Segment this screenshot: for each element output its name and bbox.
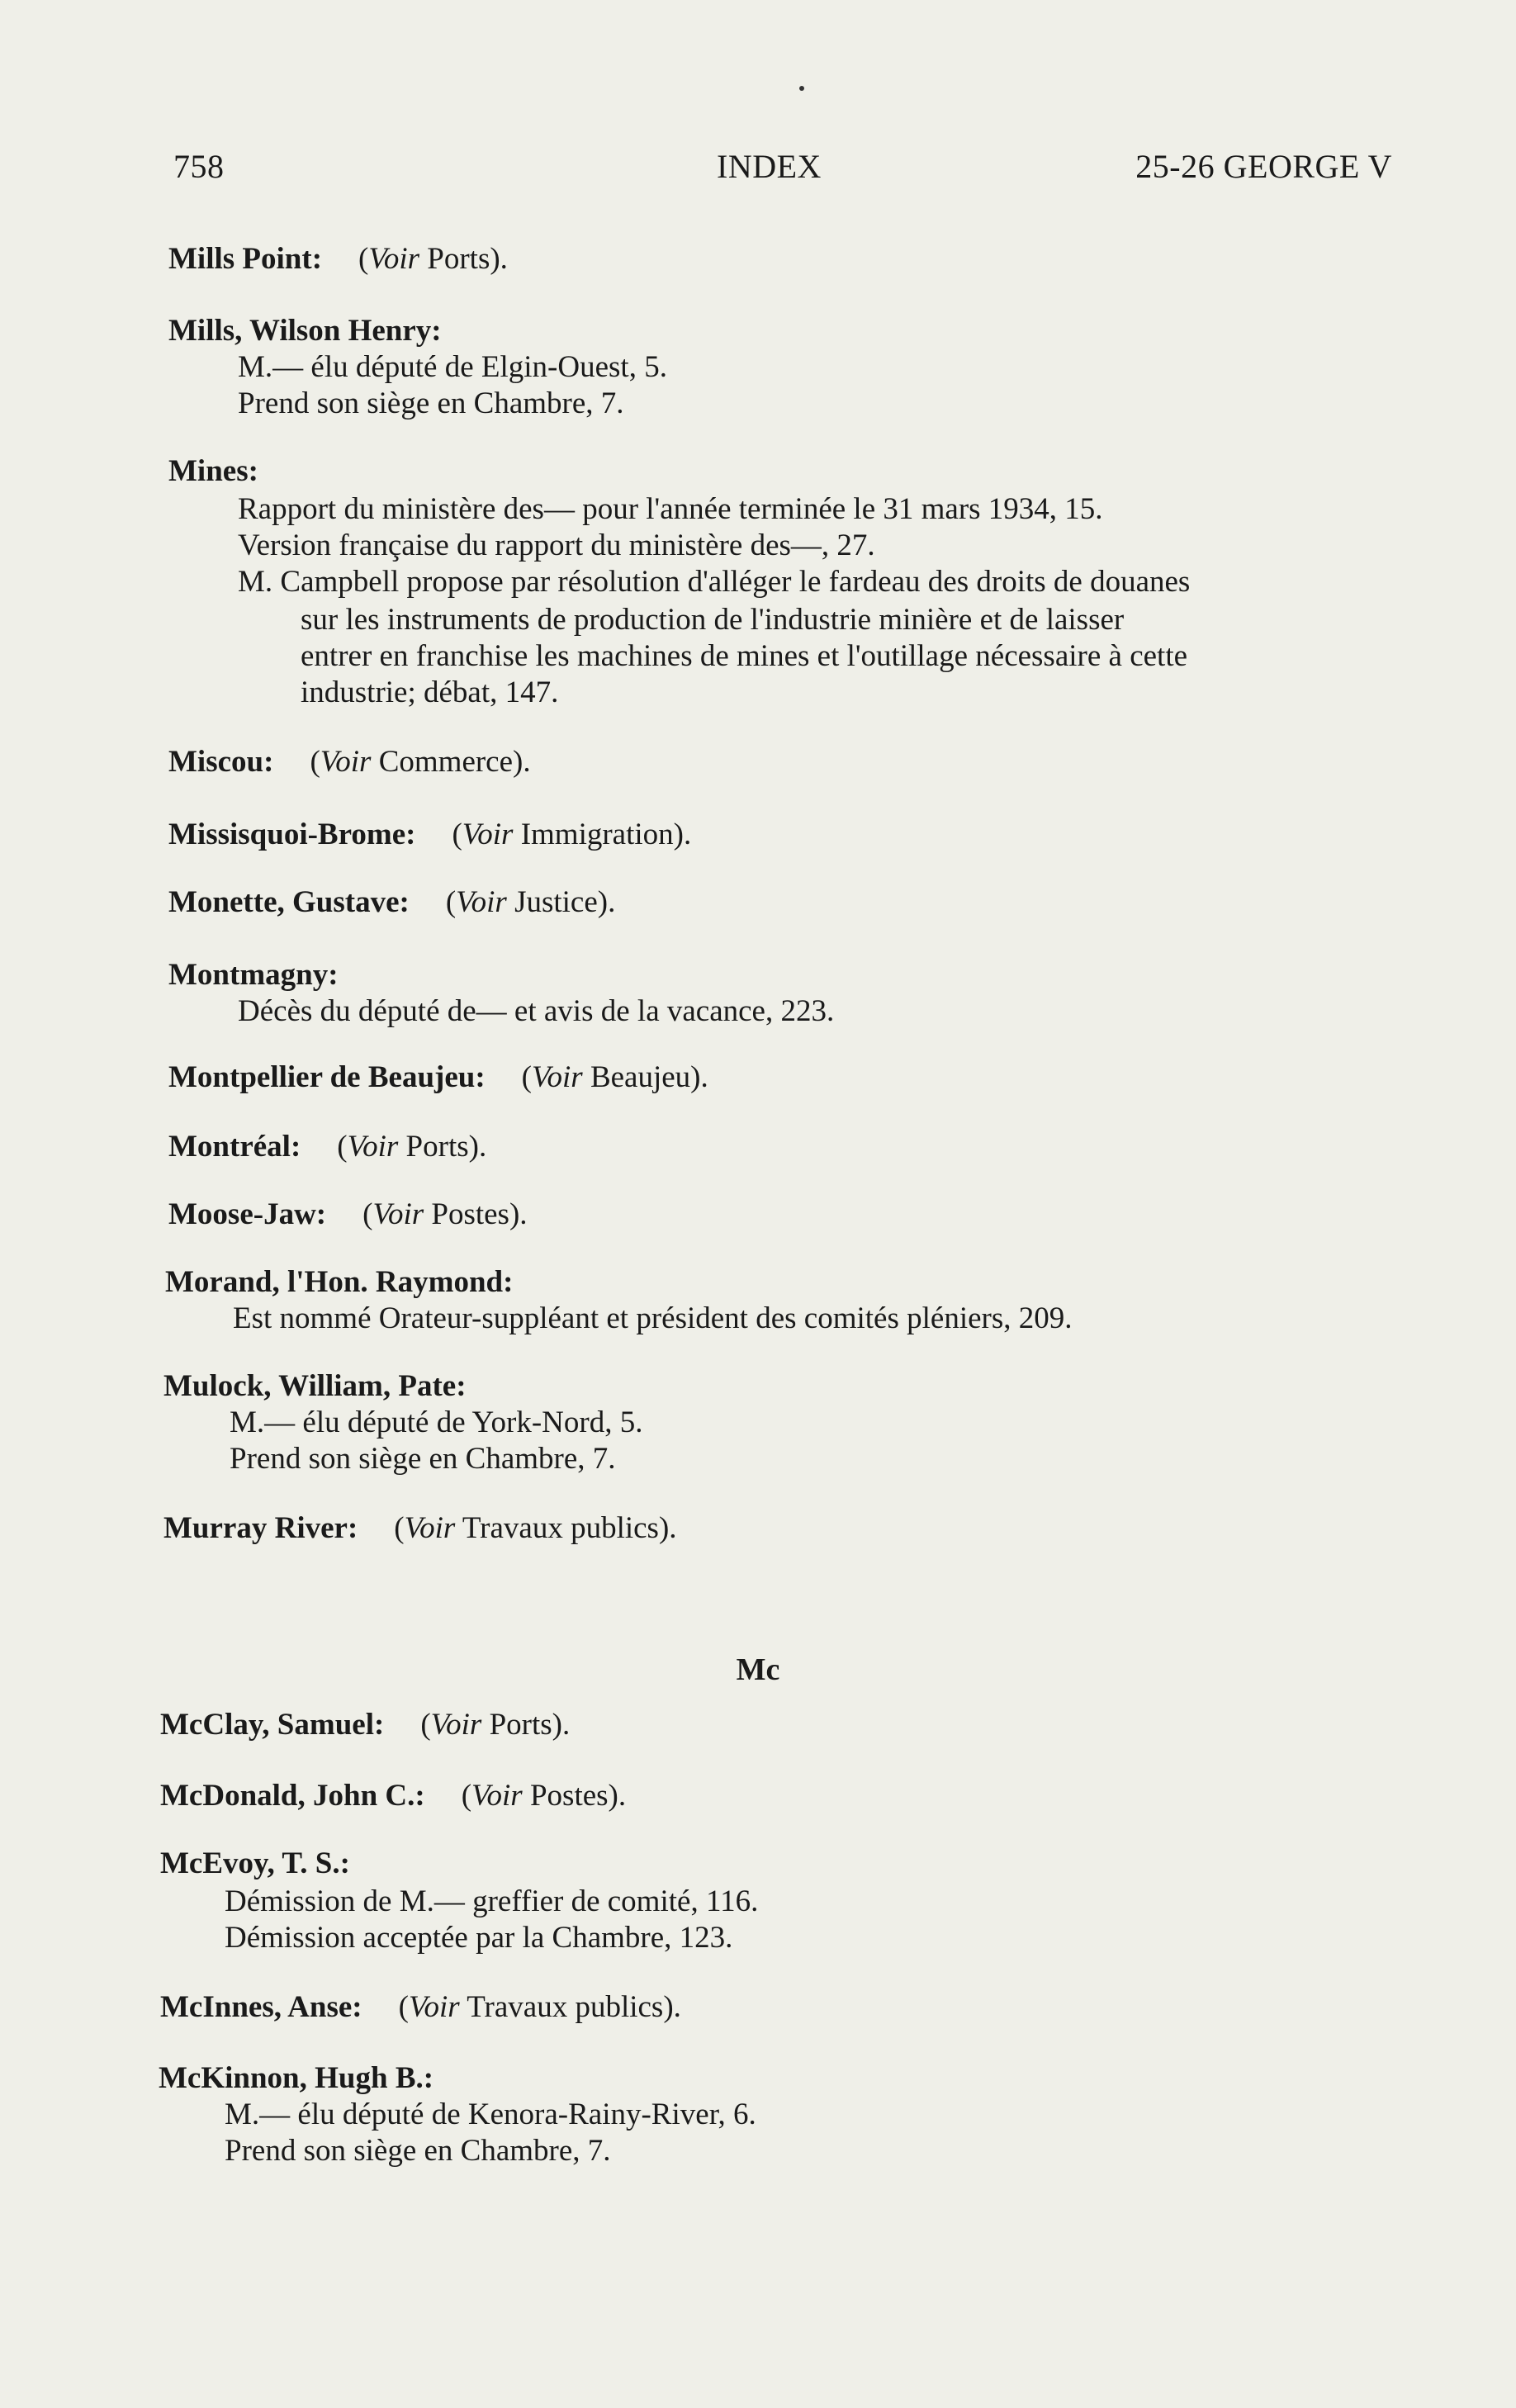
reference-target: Beaujeu). (582, 1060, 708, 1094)
entry-heading: Monette, Gustave: (168, 885, 410, 919)
entry-heading: Morand, l'Hon. Raymond: (165, 1265, 514, 1299)
entry-line: Version française du rapport du ministère des—, 27. (238, 529, 875, 562)
index-entry-mcinnes: McInnes, Anse: (Voir Travaux publics). (160, 1990, 681, 2024)
voir-reference: Voir (404, 1511, 456, 1545)
voir-reference: Voir (347, 1130, 399, 1164)
index-entry-mills-point: Mills Point: (Voir Ports). (168, 242, 508, 276)
entry-line: Démission de M.— greffier de comité, 116. (225, 1884, 759, 1918)
entry-line: entrer en franchise les machines de mines et l'outillage nécessaire à cette (301, 639, 1188, 673)
index-entry-mcclay: McClay, Samuel: (Voir Ports). (160, 1708, 571, 1742)
entry-heading: McClay, Samuel: (160, 1708, 385, 1742)
entry-heading: McDonald, John C.: (160, 1779, 425, 1813)
entry-line: Démission acceptée par la Chambre, 123. (225, 1921, 733, 1955)
page-title: INDEX (717, 148, 822, 185)
entry-line: M.— élu député de Kenora-Rainy-River, 6. (225, 2098, 756, 2131)
voir-reference: Voir (462, 818, 514, 851)
index-entry-missisquoi-brome: Missisquoi-Brome: (Voir Immigration). (168, 818, 692, 851)
ink-dot (799, 86, 804, 91)
index-entry-miscou: Miscou: (Voir Commerce). (168, 745, 531, 779)
reference-target: Immigration). (513, 818, 692, 851)
entry-heading: Miscou: (168, 745, 274, 779)
index-entry-montreal: Montréal: (Voir Ports). (168, 1130, 487, 1164)
entry-heading: McKinnon, Hugh B.: (159, 2061, 434, 2095)
entry-line: Prend son siège en Chambre, 7. (238, 386, 624, 420)
entry-line: M.— élu député de York-Nord, 5. (230, 1405, 643, 1439)
entry-line: Décès du député de— et avis de la vacance, 223. (238, 994, 835, 1028)
voir-reference: Voir (372, 1197, 424, 1231)
entry-line: M. Campbell propose par résolution d'alléger le fardeau des droits de douanes (238, 565, 1191, 599)
voir-reference: Voir (430, 1708, 482, 1742)
voir-reference: Voir (368, 242, 420, 276)
index-entry-montpellier-de-beaujeu: Montpellier de Beaujeu: (Voir Beaujeu). (168, 1060, 708, 1094)
entry-heading: Murray River: (163, 1511, 358, 1545)
section-heading-mc: Mc (736, 1652, 780, 1687)
reference-target: Commerce). (371, 745, 531, 779)
voir-reference: Voir (320, 745, 372, 779)
entry-heading: Moose-Jaw: (168, 1197, 327, 1231)
reference-target: Travaux publics). (459, 1990, 681, 2024)
reference-target: Ports). (419, 242, 508, 276)
entry-line: Prend son siège en Chambre, 7. (230, 1442, 616, 1476)
entry-heading: Mines: (168, 454, 258, 488)
entry-line: sur les instruments de production de l'industrie minière et de laisser (301, 603, 1125, 637)
voir-reference: Voir (456, 885, 507, 919)
voir-reference: Voir (471, 1779, 523, 1813)
entry-heading: Missisquoi-Brome: (168, 818, 416, 851)
reference-target: Ports). (481, 1708, 571, 1742)
voir-reference: Voir (532, 1060, 583, 1094)
entry-heading: Montmagny: (168, 958, 339, 992)
index-entry-monette: Monette, Gustave: (Voir Justice). (168, 885, 616, 919)
reference-target: Postes). (424, 1197, 528, 1231)
reference-target: Travaux publics). (455, 1511, 677, 1545)
entry-heading: McEvoy, T. S.: (160, 1846, 350, 1880)
index-entry-murray-river: Murray River: (Voir Travaux publics). (163, 1511, 677, 1545)
page-number: 758 (173, 148, 225, 185)
reference-target: Ports). (398, 1130, 487, 1164)
entry-heading: McInnes, Anse: (160, 1990, 362, 2024)
index-entry-mcdonald: McDonald, John C.: (Voir Postes). (160, 1779, 627, 1813)
entry-heading: Montréal: (168, 1130, 301, 1164)
entry-heading: Mulock, William, Pate: (163, 1369, 467, 1403)
entry-line: Est nommé Orateur-suppléant et président des comités pléniers, 209. (233, 1301, 1073, 1335)
reference-target: Justice). (506, 885, 616, 919)
voir-reference: Voir (408, 1990, 460, 2024)
entry-line: industrie; débat, 147. (301, 675, 559, 709)
entry-line: Prend son siège en Chambre, 7. (225, 2134, 611, 2168)
session-label: 25-26 GEORGE V (1135, 148, 1392, 185)
index-entry-moose-jaw: Moose-Jaw: (Voir Postes). (168, 1197, 528, 1231)
entry-line: M.— élu député de Elgin-Ouest, 5. (238, 350, 667, 384)
reference-target: Postes). (522, 1779, 627, 1813)
entry-heading: Mills Point: (168, 242, 323, 276)
entry-heading: Montpellier de Beaujeu: (168, 1060, 486, 1094)
entry-heading: Mills, Wilson Henry: (168, 314, 442, 348)
entry-line: Rapport du ministère des— pour l'année terminée le 31 mars 1934, 15. (238, 492, 1103, 526)
